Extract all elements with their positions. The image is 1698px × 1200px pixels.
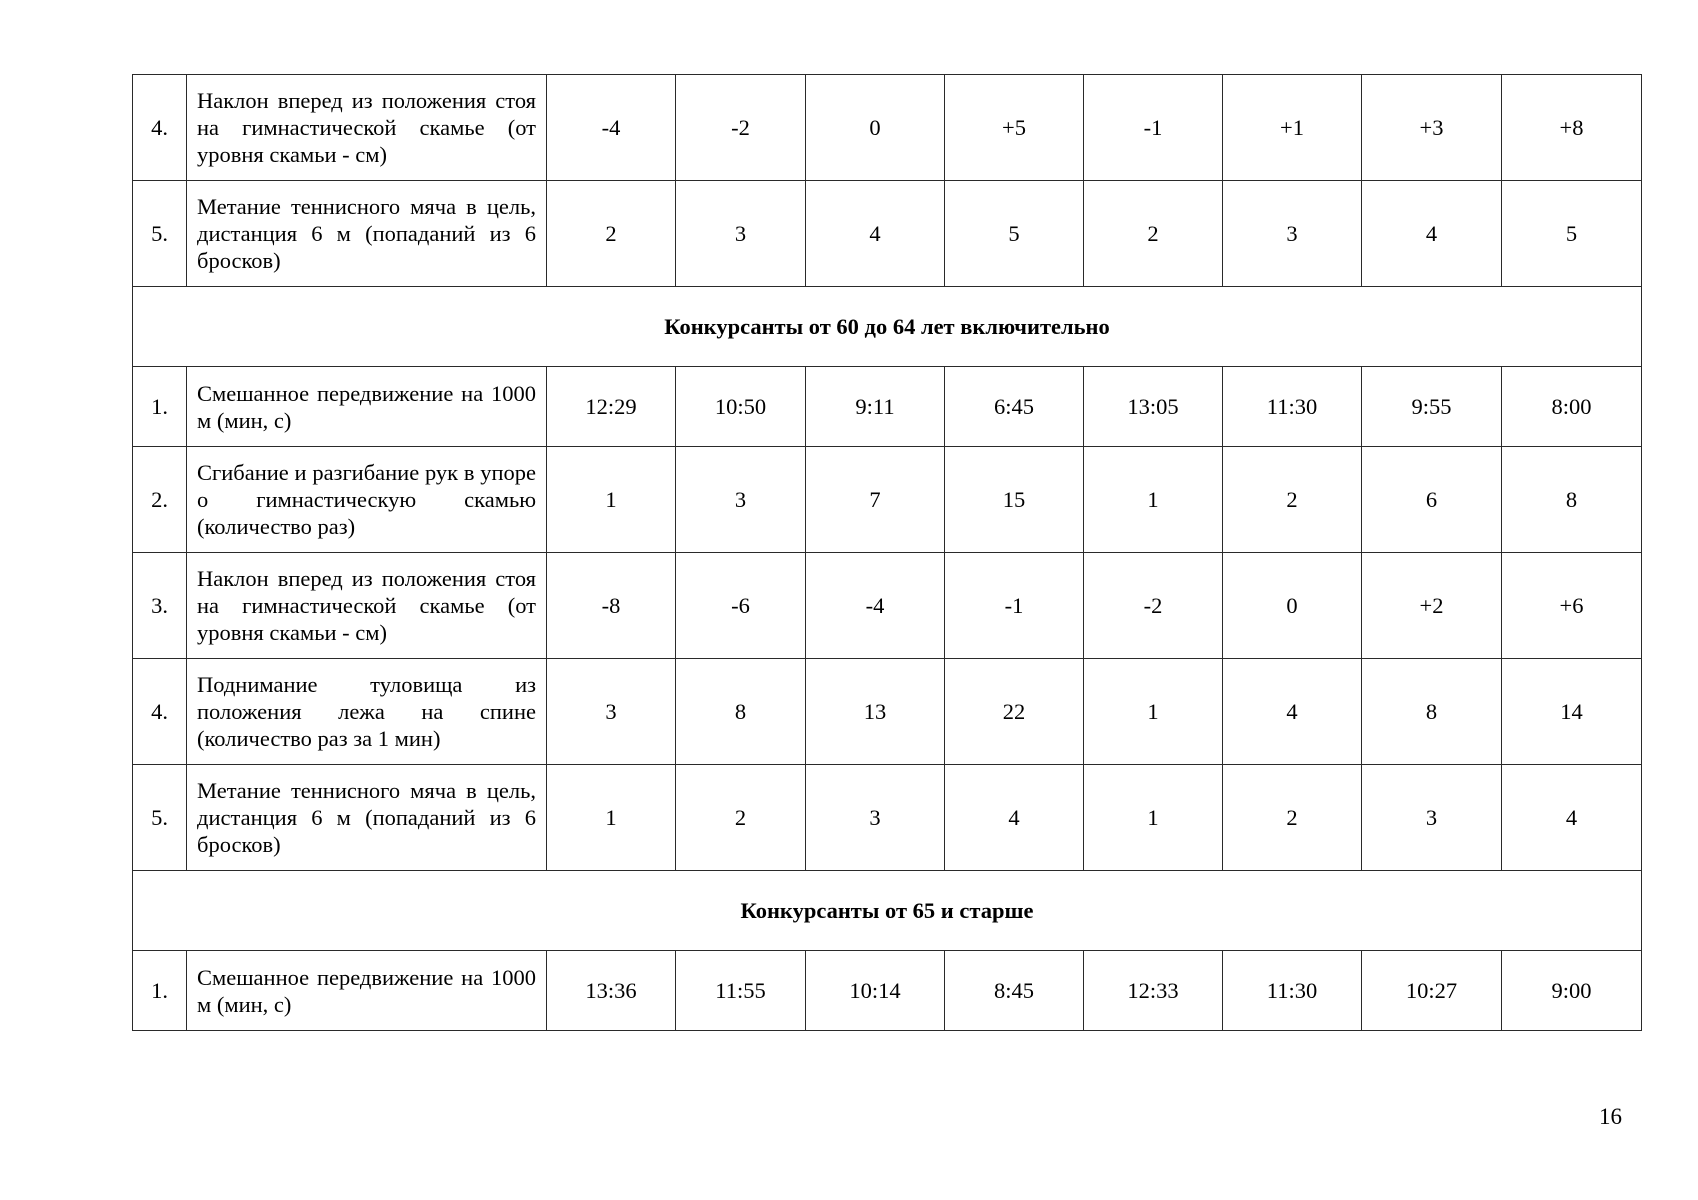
table-row: [133, 765, 1642, 871]
row-number: 4.: [133, 75, 187, 181]
standard-value: 12:29: [547, 367, 676, 447]
table-row: [133, 75, 1642, 181]
standard-value: 10:50: [676, 367, 806, 447]
standard-value: 2: [676, 765, 806, 871]
table-body: [133, 75, 1642, 1031]
description-line: в цель, дистанция 6 м: [197, 194, 537, 246]
row-number: 2.: [133, 447, 187, 553]
standard-value: 3: [676, 181, 806, 287]
description-line: Метание теннисного мяча: [197, 778, 457, 803]
standard-value: 13:05: [1084, 367, 1223, 447]
description-line: стоя на гимнастической скамье: [197, 88, 536, 140]
table-row: [133, 367, 1642, 447]
description-line: положения лежа на спине: [197, 699, 536, 724]
standard-value: 9:11: [806, 367, 945, 447]
standard-value: 2: [1223, 765, 1362, 871]
exercise-description: [187, 447, 547, 553]
standard-value: 1: [1084, 447, 1223, 553]
exercise-description: [187, 367, 547, 447]
standard-value: 8: [1362, 659, 1502, 765]
standard-value: 8: [676, 659, 806, 765]
standard-value: -8: [547, 553, 676, 659]
standard-value: -1: [1084, 75, 1223, 181]
standard-value: +8: [1502, 75, 1642, 181]
description-line: Поднимание туловища из: [197, 672, 536, 697]
standard-value: 3: [806, 765, 945, 871]
row-number: 1.: [133, 951, 187, 1031]
exercise-description: [187, 181, 547, 287]
table-row: [133, 951, 1642, 1031]
standard-value: 7: [806, 447, 945, 553]
standard-value: 4: [1362, 181, 1502, 287]
standard-value: 10:14: [806, 951, 945, 1031]
standard-value: 14: [1502, 659, 1642, 765]
standard-value: 1: [547, 447, 676, 553]
standard-value: 11:30: [1223, 367, 1362, 447]
exercise-description: [187, 951, 547, 1031]
standard-value: 5: [945, 181, 1084, 287]
standard-value: 8:00: [1502, 367, 1642, 447]
description-line: в упоре о гимнастическую: [197, 460, 536, 512]
standard-value: 15: [945, 447, 1084, 553]
standard-value: -2: [676, 75, 806, 181]
standard-value: 10:27: [1362, 951, 1502, 1031]
description-line: (попаданий из 6 бросков): [197, 805, 537, 857]
standard-value: 0: [1223, 553, 1362, 659]
description-line: (количество раз за 1 мин): [197, 726, 441, 751]
page-number: 16: [1599, 1104, 1622, 1129]
description-line: скамью (количество раз): [197, 487, 537, 539]
standard-value: +5: [945, 75, 1084, 181]
row-number: 5.: [133, 765, 187, 871]
standard-value: 13:36: [547, 951, 676, 1031]
standard-value: 3: [1223, 181, 1362, 287]
description-line: Наклон вперед из положения: [197, 566, 487, 591]
description-line: в цель, дистанция 6 м: [197, 778, 537, 830]
table-row: [133, 553, 1642, 659]
standard-value: 6: [1362, 447, 1502, 553]
description-line: (от уровня скамьи - см): [197, 593, 537, 645]
standard-value: 22: [945, 659, 1084, 765]
standard-value: 2: [1084, 181, 1223, 287]
row-number: 3.: [133, 553, 187, 659]
description-line: на 1000 м (мин, с): [197, 380, 536, 433]
standard-value: 12:33: [1084, 951, 1223, 1031]
description-line: Наклон вперед из положения: [197, 88, 487, 113]
standard-value: -4: [547, 75, 676, 181]
exercise-description: [187, 553, 547, 659]
description-line: (от уровня скамьи - см): [197, 115, 537, 167]
standard-value: 13: [806, 659, 945, 765]
standard-value: -1: [945, 553, 1084, 659]
standard-value: 0: [806, 75, 945, 181]
standard-value: 4: [1223, 659, 1362, 765]
standard-value: 8:45: [945, 951, 1084, 1031]
standard-value: +6: [1502, 553, 1642, 659]
standard-value: 9:55: [1362, 367, 1502, 447]
standard-value: +1: [1223, 75, 1362, 181]
standard-value: 3: [547, 659, 676, 765]
standard-value: 3: [676, 447, 806, 553]
standard-value: 2: [1223, 447, 1362, 553]
standard-value: 4: [945, 765, 1084, 871]
exercise-description: [187, 765, 547, 871]
standards-table: [132, 74, 1642, 1031]
standard-value: 9:00: [1502, 951, 1642, 1031]
standard-value: 11:30: [1223, 951, 1362, 1031]
standard-value: 4: [806, 181, 945, 287]
description-line: на 1000 м (мин, с): [197, 964, 536, 1017]
description-line: Метание теннисного мяча: [197, 194, 457, 219]
standard-value: +2: [1362, 553, 1502, 659]
description-line: (попаданий из 6 бросков): [197, 221, 537, 273]
table-row: [133, 181, 1642, 287]
table-row: [133, 447, 1642, 553]
description-line: Смешанное передвижение: [197, 380, 454, 406]
standard-value: 1: [1084, 659, 1223, 765]
section-header-row: [133, 871, 1642, 951]
standard-value: 3: [1362, 765, 1502, 871]
description-line: Смешанное передвижение: [197, 964, 454, 990]
description-line: Сгибание и разгибание рук: [197, 460, 459, 485]
standard-value: 11:55: [676, 951, 806, 1031]
exercise-description: [187, 659, 547, 765]
row-number: 5.: [133, 181, 187, 287]
table-row: [133, 659, 1642, 765]
standard-value: +3: [1362, 75, 1502, 181]
row-number: 1.: [133, 367, 187, 447]
standard-value: -2: [1084, 553, 1223, 659]
description-line: стоя на гимнастической скамье: [197, 566, 536, 618]
section-title: Конкурсанты от 65 и старше: [133, 871, 1642, 951]
exercise-description: [187, 75, 547, 181]
standard-value: 2: [547, 181, 676, 287]
standard-value: -6: [676, 553, 806, 659]
row-number: 4.: [133, 659, 187, 765]
standard-value: 4: [1502, 765, 1642, 871]
standard-value: -4: [806, 553, 945, 659]
section-title: Конкурсанты от 60 до 64 лет включительно: [133, 287, 1642, 367]
standard-value: 5: [1502, 181, 1642, 287]
standard-value: 8: [1502, 447, 1642, 553]
standard-value: 1: [1084, 765, 1223, 871]
section-header-row: [133, 287, 1642, 367]
standard-value: 6:45: [945, 367, 1084, 447]
standard-value: 1: [547, 765, 676, 871]
